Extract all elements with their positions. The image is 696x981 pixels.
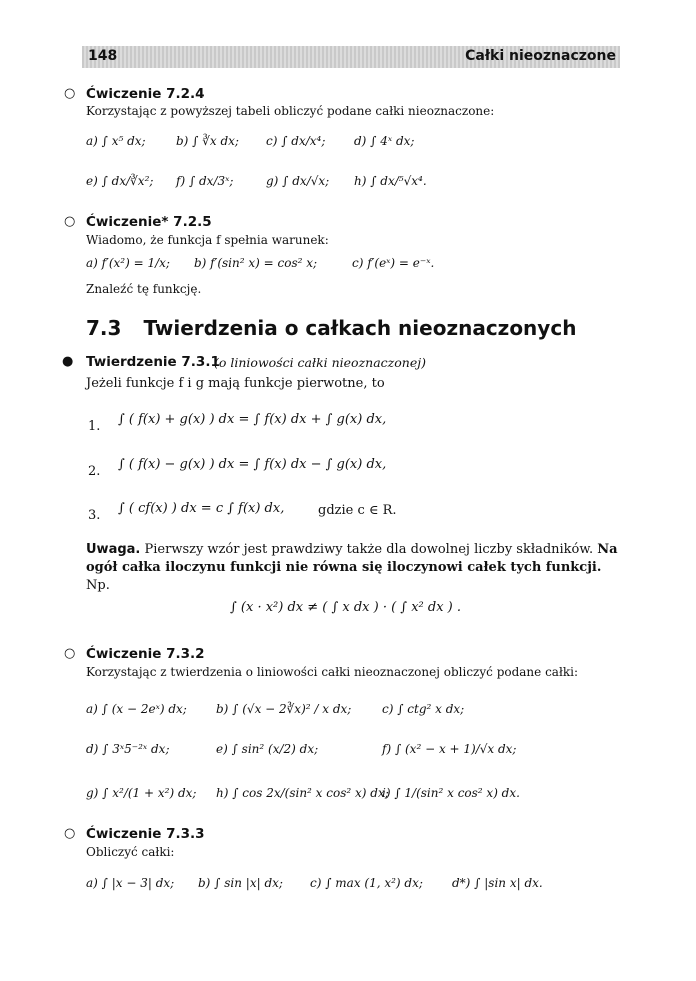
exercise-724-title: Ćwiczenie 7.2.4 [86,86,205,102]
exercise-725-b: b) f′(sin² x) = cos² x; [194,256,318,270]
remark [86,541,626,595]
exercise-732-i: i) ∫ 1/(sin² x cos² x) dx. [382,786,520,800]
exercise-733-a: a) ∫ |x − 3| dx; [86,876,175,890]
remark-np: Np. [86,578,110,593]
formula-number-1: 1. [88,419,101,434]
exercise-732-d: d) ∫ 3ˣ5⁻²ˣ dx; [86,742,170,756]
exercise-725-a: a) f′(x²) = 1/x; [86,256,170,270]
exercise-733-d: d*) ∫ |sin x| dx. [452,876,543,890]
formula-number-2: 2. [88,464,101,479]
exercise-725-title: Ćwiczenie* 7.2.5 [86,214,212,230]
theorem-formula-2: ∫ ( f(x) − g(x) ) dx = ∫ f(x) dx − ∫ g(x) dx, [118,457,387,472]
page-header [82,46,620,68]
exercise-732-e: e) ∫ sin² (x/2) dx; [216,742,319,756]
exercise-724-e: e) ∫ dx/∛x²; [86,174,154,188]
theorem-formula-1: ∫ ( f(x) + g(x) ) dx = ∫ f(x) dx + ∫ g(x) dx, [118,412,387,427]
exercise-725-intro: Wiadomo, że funkcja f spełnia warunek: [86,233,329,247]
remark-text: Pierwszy wzór jest prawdziwy także dla dowolnej liczby składników. [144,542,594,557]
theorem-formula-3-condition: gdzie c ∈ R. [318,503,397,518]
exercise-732-c: c) ∫ ctg² x dx; [382,702,465,716]
exercise-724-c: c) ∫ dx/x⁴; [266,134,326,148]
exercise-732-g: g) ∫ x²/(1 + x²) dx; [86,786,197,800]
exercise-724-g: g) ∫ dx/√x; [266,174,330,188]
exercise-732-a: a) ∫ (x − 2eˣ) dx; [86,702,187,716]
remark-label: Uwaga. [86,542,141,557]
exercise-724-a: a) ∫ x⁵ dx; [86,134,146,148]
exercise-724-h: h) ∫ dx/⁵√x⁴. [354,174,427,188]
remark-formula: ∫ (x · x²) dx ≠ ( ∫ x dx ) · ( ∫ x² dx ) . [230,600,461,615]
exercise-733-b: b) ∫ sin |x| dx; [198,876,283,890]
exercise-732-title: Ćwiczenie 7.3.2 [86,646,205,662]
formula-number-3: 3. [88,508,101,523]
section-title: Twierdzenia o całkach nieoznaczonych [143,316,577,340]
exercise-724-b: b) ∫ ∛x dx; [176,134,239,148]
open-bullet-icon: ○ [64,86,76,101]
open-bullet-icon: ○ [64,214,76,229]
exercise-732-instruction: Korzystając z twierdzenia o liniowości całki nieoznaczonej obliczyć podane całki: [86,665,578,679]
page-number: 148 [88,48,118,64]
exercise-733-c: c) ∫ max (1, x²) dx; [310,876,423,890]
exercise-733-instruction: Obliczyć całki: [86,845,175,859]
exercise-724-instruction: Korzystając z powyższej tabeli obliczyć podane całki nieoznaczone: [86,104,495,118]
section-number: 7.3 [86,316,122,340]
theorem-formula-3: ∫ ( cf(x) ) dx = c ∫ f(x) dx, [118,501,285,516]
remark-bold-2: ogół całka iloczynu funkcji nie równa się iloczynowi całek tych funkcji. [86,560,602,575]
exercise-725-outro: Znaleźć tę funkcję. [86,282,202,296]
remark-bold-1: Na [597,542,618,557]
open-bullet-icon: ○ [64,646,76,661]
theorem-731-intro: Jeżeli funkcje f i g mają funkcje pierwotne, to [86,376,385,391]
exercise-732-b: b) ∫ (√x − 2∛x)² / x dx; [216,702,352,716]
filled-bullet-icon: ● [62,354,74,369]
exercise-733-title: Ćwiczenie 7.3.3 [86,826,205,842]
exercise-725-c: c) f′(eˣ) = e⁻ˣ. [352,256,435,270]
chapter-title: Całki nieoznaczone [465,48,616,64]
exercise-724-d: d) ∫ 4ˣ dx; [354,134,415,148]
theorem-731-subtitle: (o liniowości całki nieoznaczonej) [214,355,426,370]
theorem-731-title: Twierdzenie 7.3.1 [86,354,220,370]
exercise-732-h: h) ∫ cos 2x/(sin² x cos² x) dx; [216,786,389,800]
section-heading [86,316,576,340]
exercise-724-f: f) ∫ dx/3ˣ; [176,174,234,188]
open-bullet-icon: ○ [64,826,76,841]
exercise-732-f: f) ∫ (x² − x + 1)/√x dx; [382,742,517,756]
